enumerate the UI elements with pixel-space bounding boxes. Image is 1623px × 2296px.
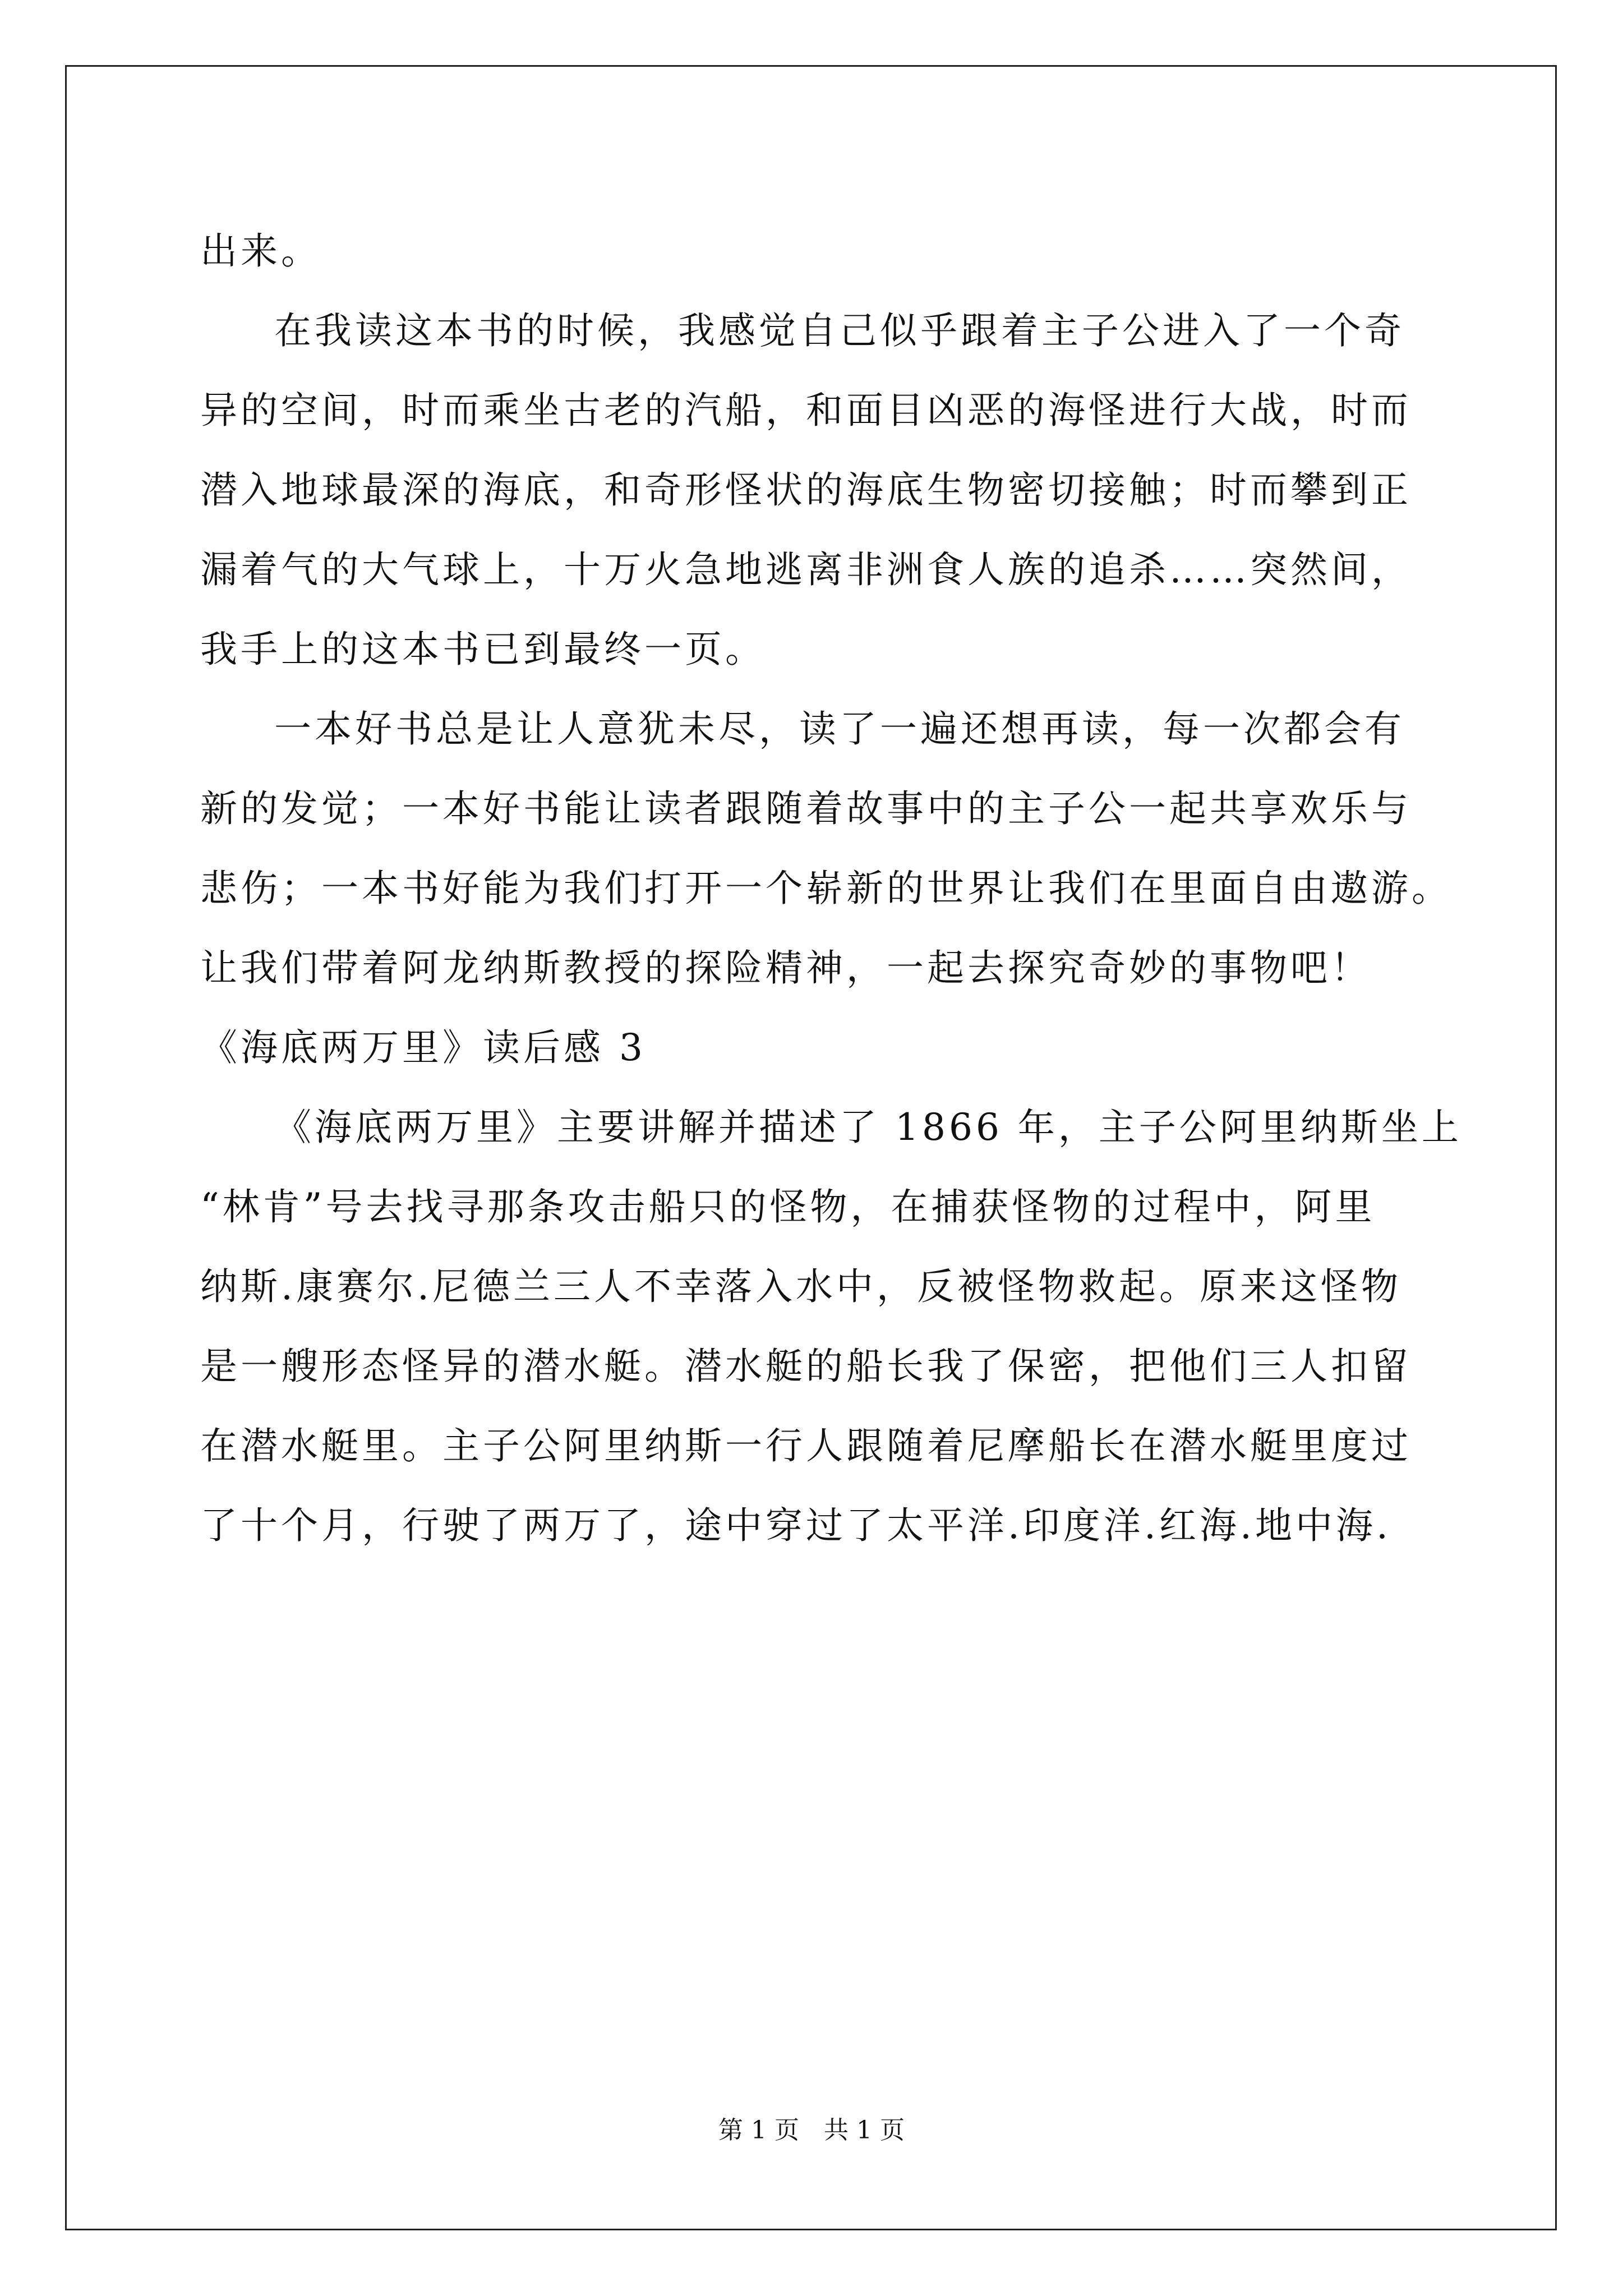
page-footer: 第 1 页 共 1 页	[718, 2116, 905, 2145]
text-line: 新的发觉；一本好书能让读者跟随着故事中的主子公一起共享欢乐与	[200, 787, 1412, 830]
paragraph-start-line: 一本好书总是让人意犹未尽，读了一遍还想再读，每一次都会有	[274, 707, 1405, 751]
paragraph-start-line: 在我读这本书的时候，我感觉自己似乎跟着主子公进入了一个奇	[274, 309, 1405, 352]
text-line: 纳斯.康赛尔.尼德兰三人不幸落入水中，反被怪物救起。原来这怪物	[200, 1265, 1401, 1308]
section-heading: 《海底两万里》读后感 3	[200, 1026, 646, 1069]
text-line: “林肯”号去找寻那条攻击船只的怪物，在捕获怪物的过程中，阿里	[200, 1185, 1376, 1228]
text-line: 异的空间，时而乘坐古老的汽船，和面目凶恶的海怪进行大战，时而	[200, 389, 1412, 432]
text-line: 漏着气的大气球上，十万火急地逃离非洲食人族的追杀……突然间，	[200, 548, 1412, 591]
text-line: 让我们带着阿龙纳斯教授的探险精神，一起去探究奇妙的事物吧！	[200, 946, 1371, 990]
text-line: 出来。	[200, 229, 321, 273]
text-line: 我手上的这本书已到最终一页。	[200, 628, 766, 671]
text-line: 潜入地球最深的海底，和奇形怪状的海底生物密切接触；时而攀到正	[200, 468, 1412, 512]
paragraph-start-line: 《海底两万里》主要讲解并描述了 1866 年，主子公阿里纳斯坐上	[274, 1106, 1462, 1149]
text-line: 悲伤；一本书好能为我们打开一个崭新的世界让我们在里面自由遨游。	[200, 867, 1452, 910]
text-line: 了十个月，行驶了两万了，途中穿过了太平洋.印度洋.红海.地中海.	[200, 1504, 1391, 1547]
text-line: 是一艘形态怪异的潜水艇。潜水艇的船长我了保密，把他们三人扣留	[200, 1345, 1412, 1388]
text-line: 在潜水艇里。主子公阿里纳斯一行人跟随着尼摩船长在潜水艇里度过	[200, 1424, 1412, 1467]
